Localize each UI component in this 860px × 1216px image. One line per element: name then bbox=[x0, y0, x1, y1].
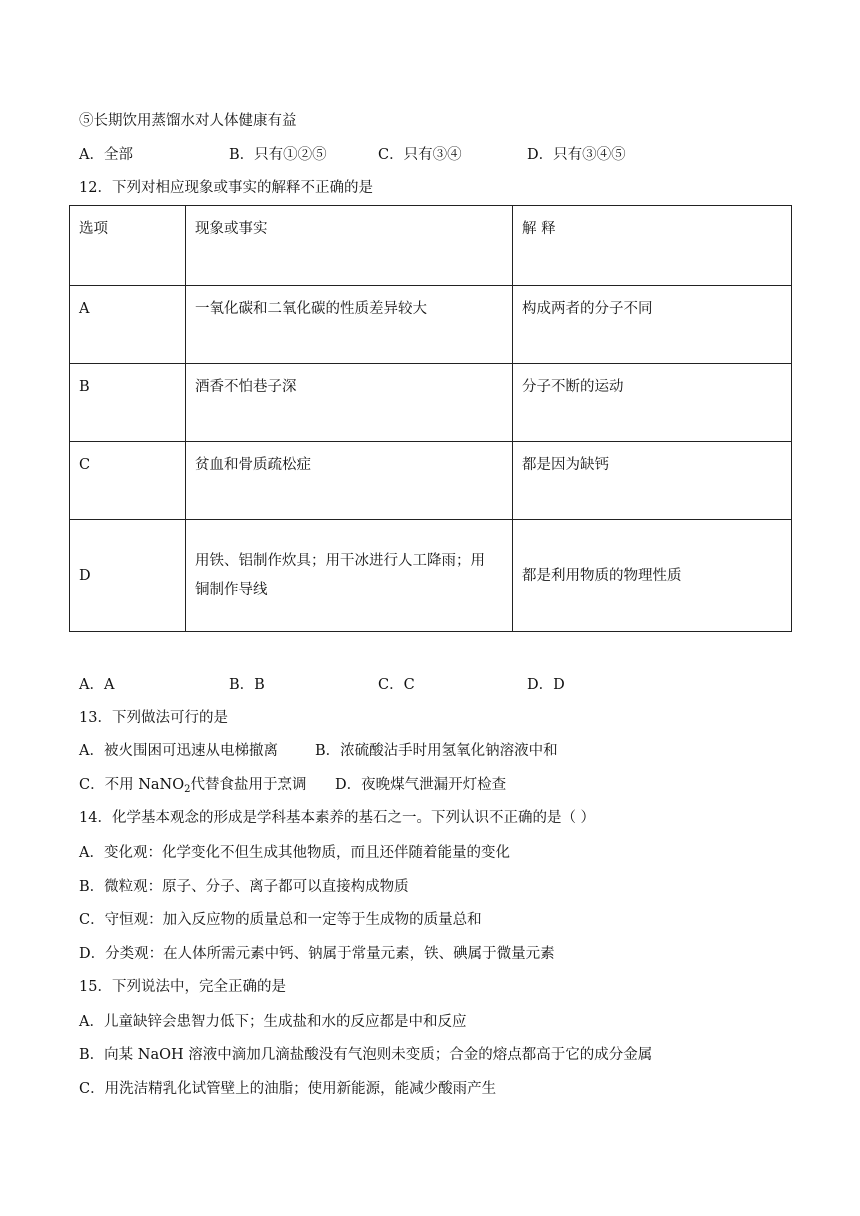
table-row bbox=[70, 364, 792, 442]
q14-stem: 14．化学基本观念的形成是学科基本素养的基石之一。下列认识不正确的是（ ） bbox=[79, 810, 596, 826]
q12-option-c: C．C bbox=[378, 677, 415, 693]
row-d-explanation: 都是利用物质的物理性质 bbox=[513, 520, 792, 632]
row-b-fact: 酒香不怕巷子深 bbox=[186, 364, 513, 442]
q15-option-a: A．儿童缺锌会患智力低下；生成盐和水的反应都是中和反应 bbox=[79, 1014, 467, 1030]
row-a-explanation: 构成两者的分子不同 bbox=[513, 286, 792, 364]
q12-stem: 12．下列对相应现象或事实的解释不正确的是 bbox=[79, 180, 373, 196]
row-c-fact: 贫血和骨质疏松症 bbox=[186, 442, 513, 520]
row-d-fact-line-1: 用铁、铝制作炊具；用干冰进行人工降雨；用 bbox=[195, 552, 485, 569]
q11-option-b: B．只有①②⑤ bbox=[229, 147, 327, 163]
q15-option-c: C．用洗洁精乳化试管壁上的油脂；使用新能源，能减少酸雨产生 bbox=[79, 1081, 497, 1097]
q14-option-b: B．微粒观：原子、分子、离子都可以直接构成物质 bbox=[79, 879, 409, 895]
q12-table bbox=[69, 205, 792, 632]
row-b-option: B bbox=[70, 364, 186, 442]
q12-option-a: A．A bbox=[79, 677, 115, 693]
q11-item-5: ⑤长期饮用蒸馏水对人体健康有益 bbox=[79, 113, 297, 129]
q15-option-b: B．向某 NaOH 溶液中滴加几滴盐酸没有气泡则未变质；合金的熔点都高于它的成分金属 bbox=[79, 1047, 653, 1063]
q13-option-c: C．不用 NaNO$_2$代替食盐用于烹调 bbox=[79, 777, 307, 795]
row-d-fact bbox=[186, 520, 513, 632]
header-fact: 现象或事实 bbox=[186, 206, 513, 286]
table-row bbox=[70, 520, 792, 632]
q11-option-c: C．只有③④ bbox=[378, 147, 462, 163]
row-b-explanation: 分子不断的运动 bbox=[513, 364, 792, 442]
q11-option-a: A．全部 bbox=[79, 147, 133, 163]
table-header-row bbox=[70, 206, 792, 286]
row-c-option: C bbox=[70, 442, 186, 520]
row-c-explanation: 都是因为缺钙 bbox=[513, 442, 792, 520]
header-explanation: 解 释 bbox=[513, 206, 792, 286]
row-a-fact: 一氧化碳和二氧化碳的性质差异较大 bbox=[186, 286, 513, 364]
q13-option-a: A．被火围困可迅速从电梯撤离 bbox=[79, 743, 278, 759]
q15-stem: 15．下列说法中，完全正确的是 bbox=[79, 979, 286, 995]
q13-option-d: D．夜晚煤气泄漏开灯检查 bbox=[335, 777, 507, 793]
row-d-option: D bbox=[70, 520, 186, 632]
q13-stem: 13．下列做法可行的是 bbox=[79, 710, 228, 726]
row-d-fact-line-2: 铜制作导线 bbox=[195, 581, 268, 598]
table-row bbox=[70, 442, 792, 520]
q14-option-a: A．变化观：化学变化不但生成其他物质，而且还伴随着能量的变化 bbox=[79, 845, 510, 861]
table-row bbox=[70, 286, 792, 364]
q14-option-d: D．分类观：在人体所需元素中钙、钠属于常量元素，铁、碘属于微量元素 bbox=[79, 946, 555, 962]
q12-option-b: B．B bbox=[229, 677, 265, 693]
q14-option-c: C．守恒观：加入反应物的质量总和一定等于生成物的质量总和 bbox=[79, 912, 482, 928]
header-option: 选项 bbox=[70, 206, 186, 286]
q12-option-d: D．D bbox=[527, 677, 565, 693]
q13-option-b: B．浓硫酸沾手时用氢氧化钠溶液中和 bbox=[315, 743, 558, 759]
q11-option-d: D．只有③④⑤ bbox=[527, 147, 626, 163]
row-a-option: A bbox=[70, 286, 186, 364]
